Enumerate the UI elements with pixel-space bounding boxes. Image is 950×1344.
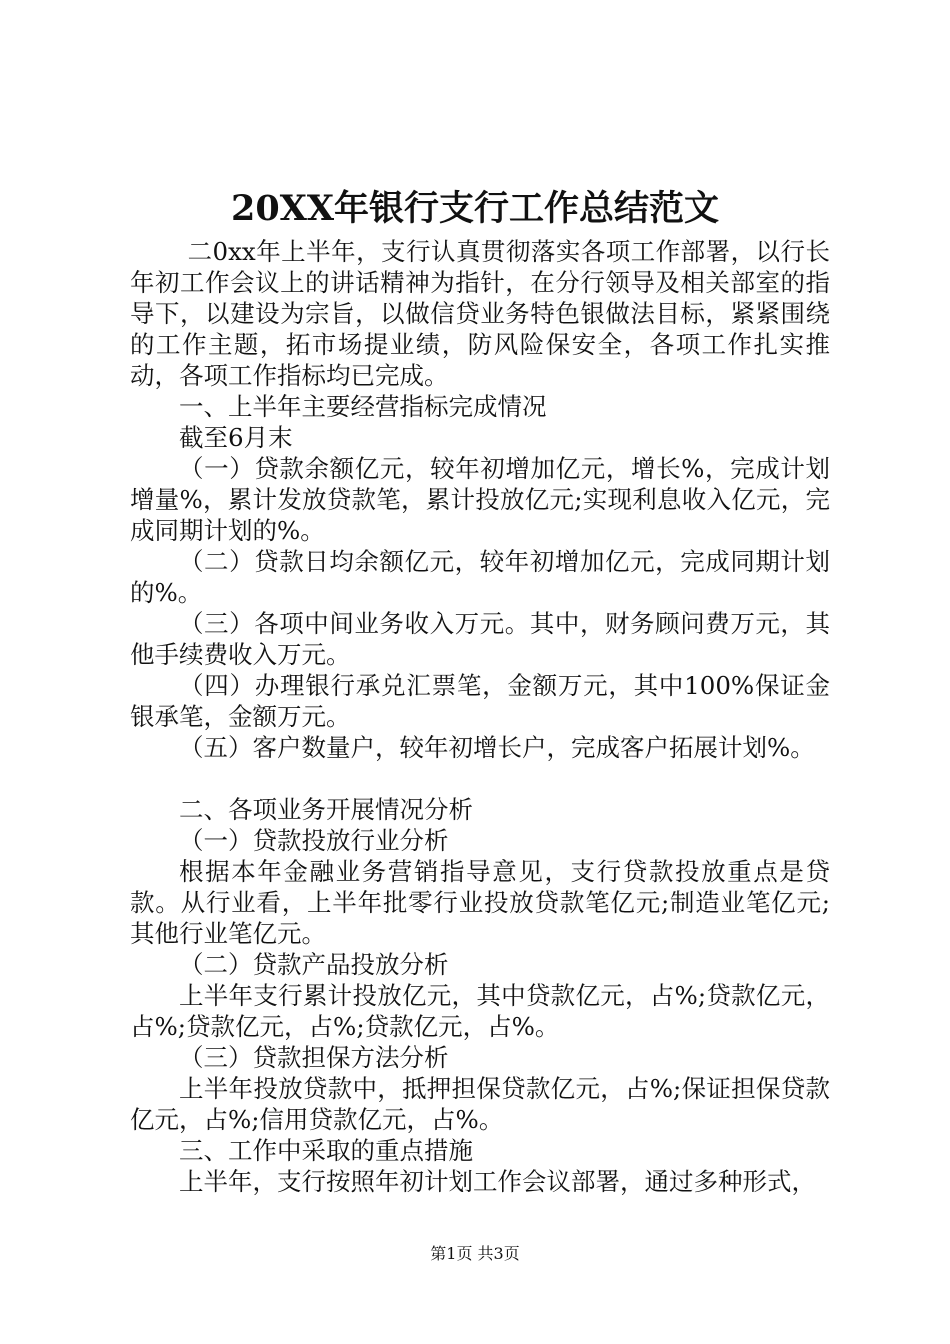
subsection-heading-3: （三）贷款担保方法分析 — [179, 1043, 449, 1072]
section-heading-3: 三、工作中采取的重点措施 — [179, 1136, 473, 1165]
item-paragraph-3: （三）各项中间业务收入万元。其中，财务顾问费万元，其他手续费收入万元。 — [130, 609, 830, 669]
item-paragraph-5: （五）客户数量户，较年初增长户，完成客户拓展计划%。 — [179, 733, 815, 762]
body-paragraph-4: 上半年，支行按照年初计划工作会议部署，通过多种形式， — [179, 1167, 816, 1196]
blank-line — [130, 763, 830, 794]
section-heading-2: 二、各项业务开展情况分析 — [179, 795, 473, 824]
body-paragraph-3: 上半年投放贷款中，抵押担保贷款亿元，占%;保证担保贷款亿元，占%;信用贷款亿元，占%。 — [130, 1074, 830, 1134]
item-paragraph-4: （四）办理银行承兑汇票笔，金额万元，其中100%保证金银承笔，金额万元。 — [130, 671, 830, 731]
section-heading-1: 一、上半年主要经营指标完成情况 — [179, 392, 547, 421]
body-paragraph-1: 根据本年金融业务营销指导意见，支行贷款投放重点是贷款。从行业看，上半年批零行业投放贷款笔亿元;制造业笔亿元;其他行业笔亿元。 — [130, 857, 830, 948]
item-paragraph-1: （一）贷款余额亿元，较年初增加亿元，增长%，完成计划增量%，累计发放贷款笔，累计投放亿元;实现利息收入亿元，完成同期计划的%。 — [130, 454, 830, 545]
item-paragraph-2: （二）贷款日均余额亿元，较年初增加亿元，完成同期计划的%。 — [130, 547, 830, 607]
date-line: 截至6月末 — [179, 423, 293, 452]
body-paragraph-2: 上半年支行累计投放亿元，其中贷款亿元，占%;贷款亿元，占%;贷款亿元，占%;贷款亿元，占%。 — [130, 981, 830, 1041]
document-body — [130, 236, 830, 1197]
subsection-heading-1: （一）贷款投放行业分析 — [179, 826, 449, 855]
intro-paragraph: 二0xx年上半年，支行认真贯彻落实各项工作部署，以行长年初工作会议上的讲话精神为指针，在分行领导及相关部室的指导下，以建设为宗旨，以做信贷业务特色银做法目标，紧紧围绕的工作主题，拓市场提业绩，防风险保安全，各项工作扎实推动，各项工作指标均已完成。 — [130, 237, 830, 390]
page-footer: 第1页 共3页 — [430, 1244, 520, 1263]
page-title: 20XX年银行支行工作总结范文 — [230, 188, 720, 229]
subsection-heading-2: （二）贷款产品投放分析 — [179, 950, 449, 979]
